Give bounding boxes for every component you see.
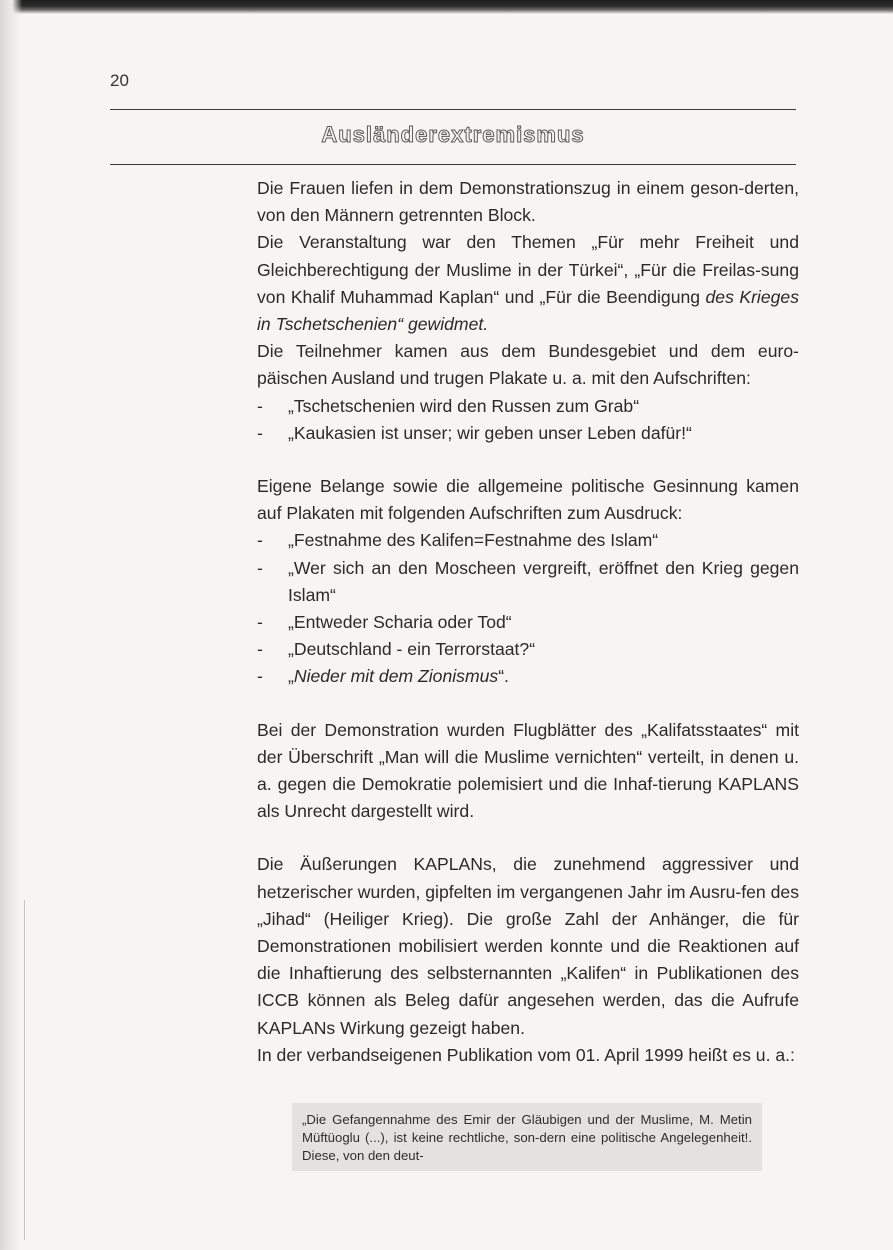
paragraph: Die Frauen liefen in dem Demonstrationszug in einem geson-derten, von den Männern getrennten Block. — [257, 178, 799, 226]
header-rule-bottom — [110, 164, 796, 165]
list-item-text: „Deutschland - ein Terrorstaat?“ — [288, 639, 536, 660]
quote-text: „Die Gefangennahme des Emir der Gläubigen und der Muslime, M. Metin Müftüoglu (...), ist keine rechtliche, son-dern eine politische Angelegenheit!. Diese, von den deut- — [302, 1112, 752, 1163]
scan-top-edge — [0, 0, 893, 14]
list-item — [257, 609, 799, 636]
list-dash: - — [257, 612, 263, 633]
page-number: 20 — [110, 71, 129, 90]
paragraph: Eigene Belange sowie die allgemeine politische Gesinnung kamen auf Plakaten mit folgenden Aufschriften zum Ausdruck: — [257, 476, 799, 524]
paragraph: Bei der Demonstration wurden Flugblätter des „Kalifatsstaates“ mit der Überschrift „Man will die Muslime vernichten“ verteilt, in denen u. a. gegen die Demokratie polemisiert und die Inhaf-tierung KAPLANS als Unrecht dargestellt wird. — [257, 719, 799, 822]
list-item-text: „ — [288, 666, 294, 687]
list-dash: - — [257, 639, 263, 660]
header-rule-top — [110, 109, 796, 110]
list-item-italic-text: Nieder mit dem Zionismus — [293, 666, 499, 687]
paragraph: Die Teilnehmer kamen aus dem Bundesgebiet und dem euro-päischen Ausland und trugen Plakate u. a. mit den Aufschriften: — [257, 341, 799, 389]
list-dash: - — [257, 530, 263, 551]
list-item-text: „Festnahme des Kalifen=Festnahme des Islam“ — [288, 530, 659, 551]
list-dash: - — [257, 557, 263, 578]
list-item — [257, 393, 799, 420]
list-item — [257, 420, 799, 447]
paragraph: In der verbandseigenen Publikation vom 01. April 1999 heißt es u. a.: — [257, 1044, 795, 1065]
slogan-list — [257, 393, 799, 447]
scan-binding-line — [24, 900, 25, 1240]
list-dash: - — [257, 422, 263, 443]
quote-box — [292, 1103, 762, 1171]
list-item-text: „Wer sich an den Moscheen vergreift, eröffnet den Krieg gegen Islam“ — [288, 557, 799, 605]
paragraph: Die Äußerungen KAPLANs, die zunehmend aggressiver und hetzerischer wurden, gipfelten im vergangenen Jahr im Ausru-fen des „Jihad“ (Heiliger Krieg). Die große Zahl der Anhänger, die für Demonstrationen mobilisiert werden konnte und die Reaktionen auf die Inhaftierung des selbsternannten „Kalifen“ in Publikationen des ICCB können als Beleg dafür angesehen werden, das die Aufrufe KAPLANs Wirkung gezeigt haben. — [257, 854, 799, 1038]
body-text — [257, 175, 799, 1069]
list-item-text: „Tschetschenien wird den Russen zum Grab“ — [288, 395, 640, 416]
section-title: Ausländerextremismus — [321, 122, 585, 147]
list-dash: - — [257, 666, 263, 687]
list-item — [257, 555, 799, 609]
list-item — [257, 663, 799, 690]
list-item — [257, 527, 799, 554]
list-item-text: „Entweder Scharia oder Tod“ — [288, 612, 512, 633]
list-item-text: „Kaukasien ist unser; wir geben unser Leben dafür!“ — [288, 422, 692, 443]
list-dash: - — [257, 395, 263, 416]
list-item-text: “. — [498, 666, 509, 687]
paragraph — [257, 229, 799, 338]
paragraph-text: Die Veranstaltung war den Themen „Für mehr Freiheit und Gleichberechtigung der Muslime in der Türkei“, „Für die Freilas-sung von Khalif Muhammad Kaplan“ und „Für die Beendigung — [257, 232, 799, 307]
list-item — [257, 636, 799, 663]
paragraph-italic-text: des Krieges in Tschetschenien“ gewidmet. — [257, 286, 799, 335]
scan-left-edge — [0, 0, 22, 1250]
slogan-list — [257, 527, 799, 690]
